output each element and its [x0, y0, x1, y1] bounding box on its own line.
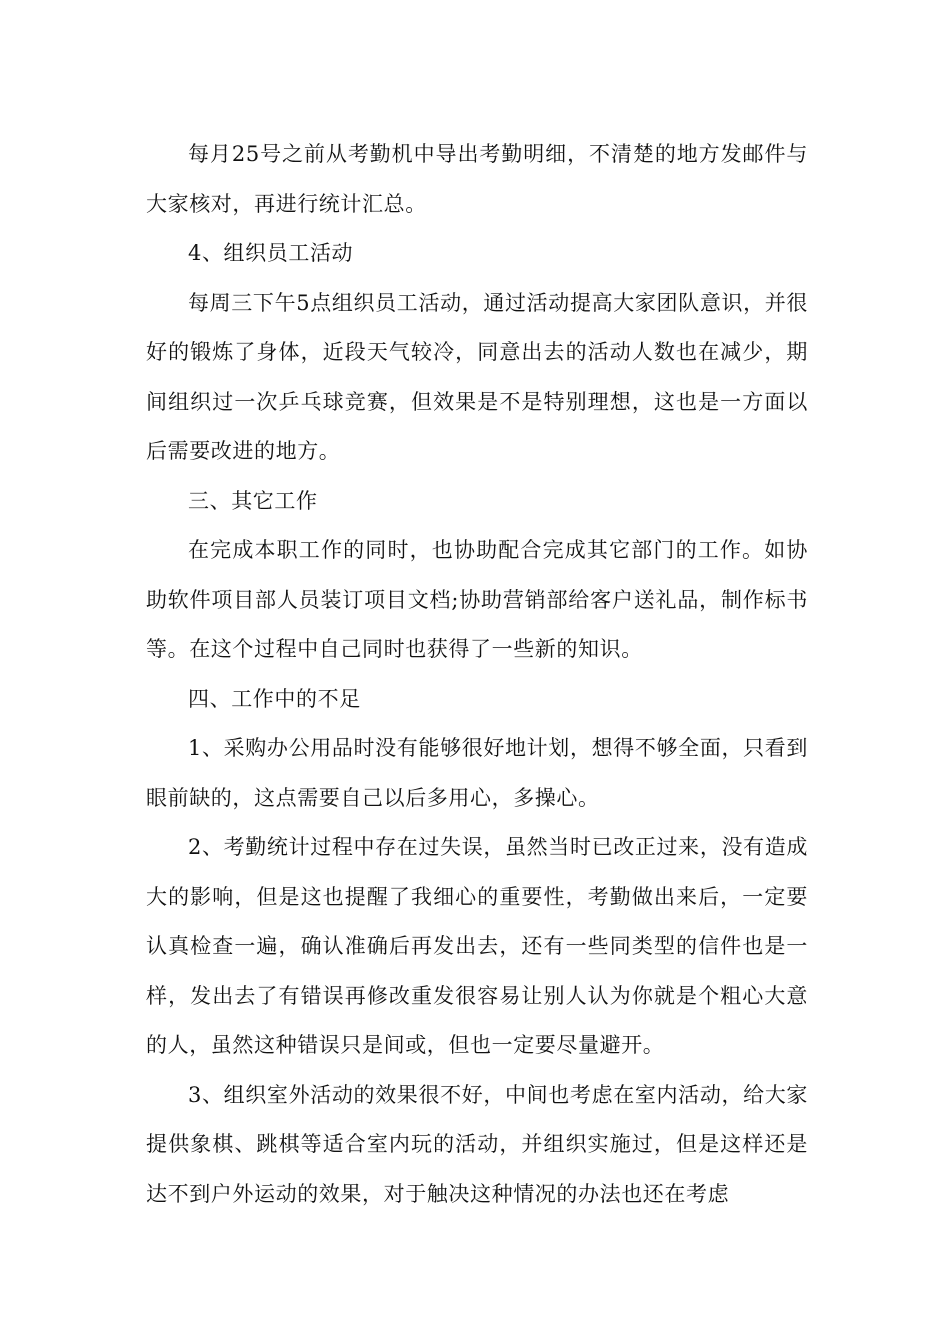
heading-organize-activities: 4、组织员工活动 — [188, 241, 354, 265]
heading-other-work: 三、其它工作 — [188, 488, 318, 513]
paragraph-shortcoming-purchasing: 1、采购办公用品时没有能够很好地计划，想得不够全面，只看到眼前缺的，这点需要自己以后多用心，多操心。 — [146, 736, 808, 810]
document-body — [146, 130, 808, 1219]
heading-shortcomings: 四、工作中的不足 — [188, 686, 361, 711]
paragraph-assist-other-departments: 在完成本职工作的同时，也协助配合完成其它部门的工作。如协助软件项目部人员装订项目文档;协助营销部给客户送礼品，制作标书等。在这个过程中自己同时也获得了一些新的知识。 — [146, 538, 808, 661]
paragraph-shortcoming-attendance: 2、考勤统计过程中存在过失误，虽然当时已改正过来，没有造成大的影响，但是这也提醒了我细心的重要性，考勤做出来后，一定要认真检查一遍，确认准确后再发出去，还有一些同类型的信件也是一样，发出去了有错误再修改重发很容易让别人认为你就是个粗心大意的人，虽然这种错误只是间或，但也一定要尽量避开。 — [146, 835, 808, 1057]
paragraph-weekly-activities: 每周三下午5点组织员工活动，通过活动提高大家团队意识，并很好的锻炼了身体，近段天气较冷，同意出去的活动人数也在减少，期间组织过一次乒乓球竞赛，但效果是不是特别理想，这也是一方面以后需要改进的地方。 — [146, 290, 808, 463]
paragraph-shortcoming-outdoor-activities: 3、组织室外活动的效果很不好，中间也考虑在室内活动，给大家提供象棋、跳棋等适合室内玩的活动，并组织实施过，但是这样还是达不到户外运动的效果，对于触决这种情况的办法也还在考虑 — [146, 1082, 808, 1206]
paragraph-attendance-export: 每月25号之前从考勤机中导出考勤明细，不清楚的地方发邮件与大家核对，再进行统计汇总。 — [146, 142, 808, 216]
